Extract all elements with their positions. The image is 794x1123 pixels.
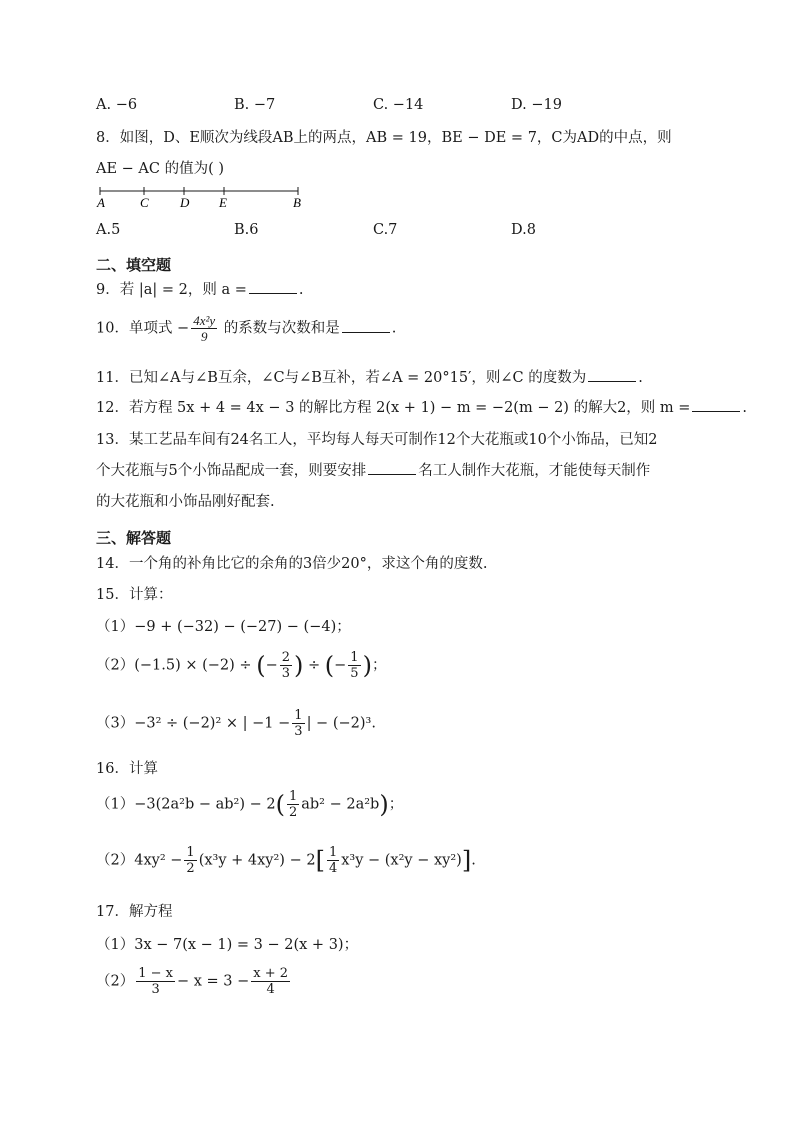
denominator: 3 bbox=[151, 982, 160, 997]
q17-fraction-1 bbox=[136, 966, 175, 997]
q13-line2-part2: 名工人制作大花瓶，才能使每天制作 bbox=[418, 463, 651, 479]
q8-option-d: D.8 bbox=[511, 222, 536, 238]
q15-part2-pre: （2）(−1.5) × (−2) ÷ bbox=[96, 657, 252, 674]
q16-title: 16．计算 bbox=[96, 761, 158, 777]
q15-title: 15．计算： bbox=[96, 587, 173, 603]
q15-fraction-1 bbox=[280, 650, 292, 681]
q7-option-a: A. −6 bbox=[96, 97, 138, 113]
q11 bbox=[96, 366, 643, 387]
q16-part1: （1）−3(2a²b − ab²) − 2( $\frac{1}{2}$ ab² − 2a²b)； bbox=[96, 789, 404, 820]
q10 bbox=[96, 313, 396, 344]
q15-part1: （1）−9 + (−32) − (−27) − (−4)； bbox=[96, 619, 351, 635]
numerator: 1 bbox=[186, 845, 195, 860]
q10-numerator: 4x²y bbox=[193, 313, 216, 328]
q7-option-d: D. −19 bbox=[511, 97, 562, 113]
q15-part3 bbox=[96, 708, 376, 739]
q13-line1: 13．某工艺品车间有24名工人，平均每人每天可制作12个大花瓶或10个小饰品，已知2 bbox=[96, 432, 658, 448]
numerator: 1 bbox=[328, 845, 338, 860]
answer-blank[interactable] bbox=[588, 369, 636, 382]
numerator: 1 bbox=[350, 650, 359, 665]
q17-part2-mid: − x = 3 − bbox=[177, 973, 250, 990]
q7-option-c: C. −14 bbox=[373, 97, 424, 113]
denominator: 4 bbox=[328, 861, 338, 876]
numerator: x + 2 bbox=[253, 966, 289, 981]
q16-fraction-2 bbox=[184, 845, 196, 876]
q16-fraction-3 bbox=[327, 845, 339, 876]
q12 bbox=[96, 396, 747, 417]
q10-denominator: 9 bbox=[200, 329, 208, 344]
q16-part2-post: x³y − (x²y − xy²) bbox=[341, 852, 462, 869]
q9 bbox=[96, 278, 303, 299]
denominator: 3 bbox=[281, 666, 290, 681]
q9-text: 9．若 |a| = 2，则 a = bbox=[96, 282, 247, 298]
point-e-label: E bbox=[219, 195, 227, 210]
q12-end: . bbox=[742, 400, 748, 416]
q16-part2-pre: （2）4xy² − bbox=[96, 852, 183, 869]
numerator: 1 bbox=[288, 789, 298, 804]
q8-stem-line1: 8．如图，D、E顺次为线段AB上的两点，AB = 19，BE − DE = 7，C为AD的中点，则 bbox=[96, 130, 672, 146]
q15-part3-pre: （3）−3² ÷ (−2)² × | −1 − bbox=[96, 715, 291, 732]
segment-figure bbox=[96, 186, 306, 210]
q13-line3: 的大花瓶和小饰品刚好配套. bbox=[96, 494, 275, 510]
q16-part2: （2）4xy² − $\frac{1}{2}$ (x³y + 4xy²) − 2[ $\frac{1}{4}$ x³y − (x²y − xy²)]. bbox=[96, 845, 476, 876]
q17-fraction-2 bbox=[251, 966, 290, 997]
section-fill-in-title: 二、填空题 bbox=[96, 256, 172, 274]
q17-part2-pre: （2） bbox=[96, 973, 135, 990]
q13-line2 bbox=[96, 459, 650, 480]
answer-blank[interactable] bbox=[249, 281, 297, 294]
point-b-label: B bbox=[293, 195, 301, 210]
q16-part1-post: ab² − 2a²b bbox=[301, 796, 380, 813]
q10-end: . bbox=[391, 320, 397, 337]
point-c-label: C bbox=[140, 195, 149, 210]
q16-fraction-1 bbox=[287, 789, 299, 820]
answer-blank[interactable] bbox=[692, 399, 740, 412]
denominator: 5 bbox=[350, 666, 359, 681]
q15-fraction-3 bbox=[292, 708, 304, 739]
q10-fraction bbox=[191, 313, 217, 344]
q17-part1: （1）3x − 7(x − 1) = 3 − 2(x + 3)； bbox=[96, 937, 359, 953]
q11-end: . bbox=[638, 370, 643, 386]
q9-end: . bbox=[298, 282, 304, 298]
point-a-label: A bbox=[97, 195, 105, 210]
q13-line2-part1: 个大花瓶与5个小饰品配成一套，则要安排 bbox=[96, 463, 367, 479]
denominator: 2 bbox=[288, 805, 298, 820]
q8-option-b: B.6 bbox=[234, 222, 259, 238]
q15-part3-post: | − (−2)³. bbox=[306, 715, 376, 732]
answer-blank[interactable] bbox=[368, 462, 416, 475]
section-solve-title: 三、解答题 bbox=[96, 529, 172, 547]
q15-part2: （2）(−1.5) × (−2) ÷ (− $\frac{2}{3}$ ) ÷ (− $\frac{1}{5}$ )； bbox=[96, 650, 387, 681]
q8-option-c: C.7 bbox=[373, 222, 398, 238]
denominator: 3 bbox=[294, 724, 303, 739]
q17-title: 17．解方程 bbox=[96, 904, 173, 920]
q17-part2 bbox=[96, 966, 292, 997]
q7-option-b: B. −7 bbox=[234, 97, 276, 113]
numerator: 1 − x bbox=[138, 966, 173, 981]
answer-blank[interactable] bbox=[342, 320, 390, 333]
point-d-label: D bbox=[180, 195, 190, 210]
q16-part1-pre: （1）−3(2a²b − ab²) − 2 bbox=[96, 796, 276, 813]
q8-option-a: A.5 bbox=[96, 222, 121, 238]
denominator: 2 bbox=[186, 861, 195, 876]
q10-post: 的系数与次数和是 bbox=[219, 320, 340, 337]
numerator: 1 bbox=[294, 708, 303, 723]
q14-text: 14．一个角的补角比它的余角的3倍少20°，求这个角的度数. bbox=[96, 556, 488, 572]
numerator: 2 bbox=[281, 650, 290, 665]
q10-pre: 10．单项式 − bbox=[96, 320, 190, 337]
q8-stem-line2: AE − AC 的值为( ) bbox=[96, 161, 225, 177]
denominator: 4 bbox=[266, 982, 275, 997]
q11-text: 11．已知∠A与∠B互余，∠C与∠B互补，若∠A = 20°15′，则∠C 的度数为 bbox=[96, 370, 587, 386]
q15-fraction-2 bbox=[348, 650, 360, 681]
q12-text: 12．若方程 5x + 4 = 4x − 3 的解比方程 2(x + 1) − m = −2(m − 2) 的解大2，则 m = bbox=[96, 400, 691, 416]
q16-part2-mid: (x³y + 4xy²) − 2 bbox=[198, 852, 316, 869]
